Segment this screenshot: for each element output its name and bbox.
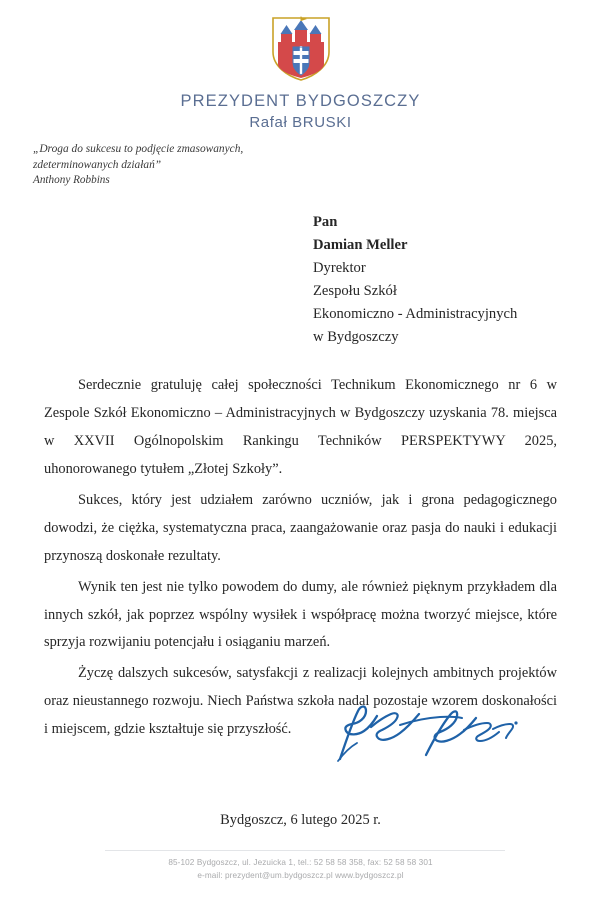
body-paragraph: Życzę dalszych sukcesów, satysfakcji z realizacji kolejnych ambitnych projektów oraz nieustannego rozwoju. Niech Państwa szkoła nadal pozostaje wzorem doskonałości i miejscem, gdzie kształtuje się przyszłość. — [44, 665, 557, 738]
footer-address-line: 85-102 Bydgoszcz, ul. Jezuicka 1, tel.: 52 58 58 358, fax: 52 58 58 301 — [168, 858, 433, 867]
handwritten-signature-icon — [330, 697, 530, 767]
addressee-city: w Bydgoszczy — [313, 329, 399, 346]
addressee-institution-line-1: Zespołu Szkół — [313, 283, 397, 300]
footer-contact-line: e-mail: prezydent@um.bydgoszcz.pl www.bydgoszcz.pl — [197, 870, 404, 880]
epigraph-quotation — [33, 141, 333, 189]
signature-block — [330, 697, 530, 767]
office-holder-name: Rafał BRUSKI — [249, 114, 352, 132]
body-paragraph: Sukces, który jest udziałem zarówno uczniów, jak i grona pedagogicznego dowodzi, że ciężka, systematyczna praca, zaangażowanie oraz pasja do nauki i edukacji przynoszą doskonałe rezultaty. — [44, 491, 557, 564]
footer-divider — [105, 850, 505, 851]
quote-line-2: zdeterminowanych działań” — [33, 159, 162, 172]
bydgoszcz-coat-of-arms-icon — [269, 16, 333, 82]
addressee-salutation: Pan — [313, 214, 338, 230]
addressee-position: Dyrektor — [313, 260, 366, 277]
date-line: Bydgoszcz, 6 lutego 2025 r. — [220, 812, 381, 828]
quote-author: Anthony Robbins — [33, 174, 110, 187]
letter-body — [44, 372, 557, 744]
addressee-institution-line-2: Ekonomiczno - Administracyjnych — [313, 306, 518, 323]
footer — [0, 857, 601, 882]
quote-line-1: „Droga do sukcesu to podjęcie zmasowanych, — [33, 143, 244, 155]
office-title: PREZYDENT BYDGOSZCZY — [180, 92, 421, 110]
body-paragraph: Serdecznie gratuluję całej społeczności Technikum Ekonomicznego nr 6 w Zespole Szkół Ekonomiczno – Administracyjnych w Bydgoszczy uzyskania 78. miejsca w XXVII Ogólnopolskim Rankingu Techników PERSPEKTYWY 2025, uhonorowanego tytułem „Złotej Szkoły”. — [44, 377, 557, 477]
addressee-block — [313, 211, 563, 349]
body-paragraph: Wynik ten jest nie tylko powodem do dumy, ale również pięknym przykładem dla innych szkół, jak poprzez wspólny wysiłek i współpracę można tworzyć miejsce, które sprzyja rozwijaniu potencjału i osiąganiu marzeń. — [44, 578, 557, 651]
addressee-name: Damian Meller — [313, 237, 408, 254]
letterhead — [0, 0, 601, 133]
